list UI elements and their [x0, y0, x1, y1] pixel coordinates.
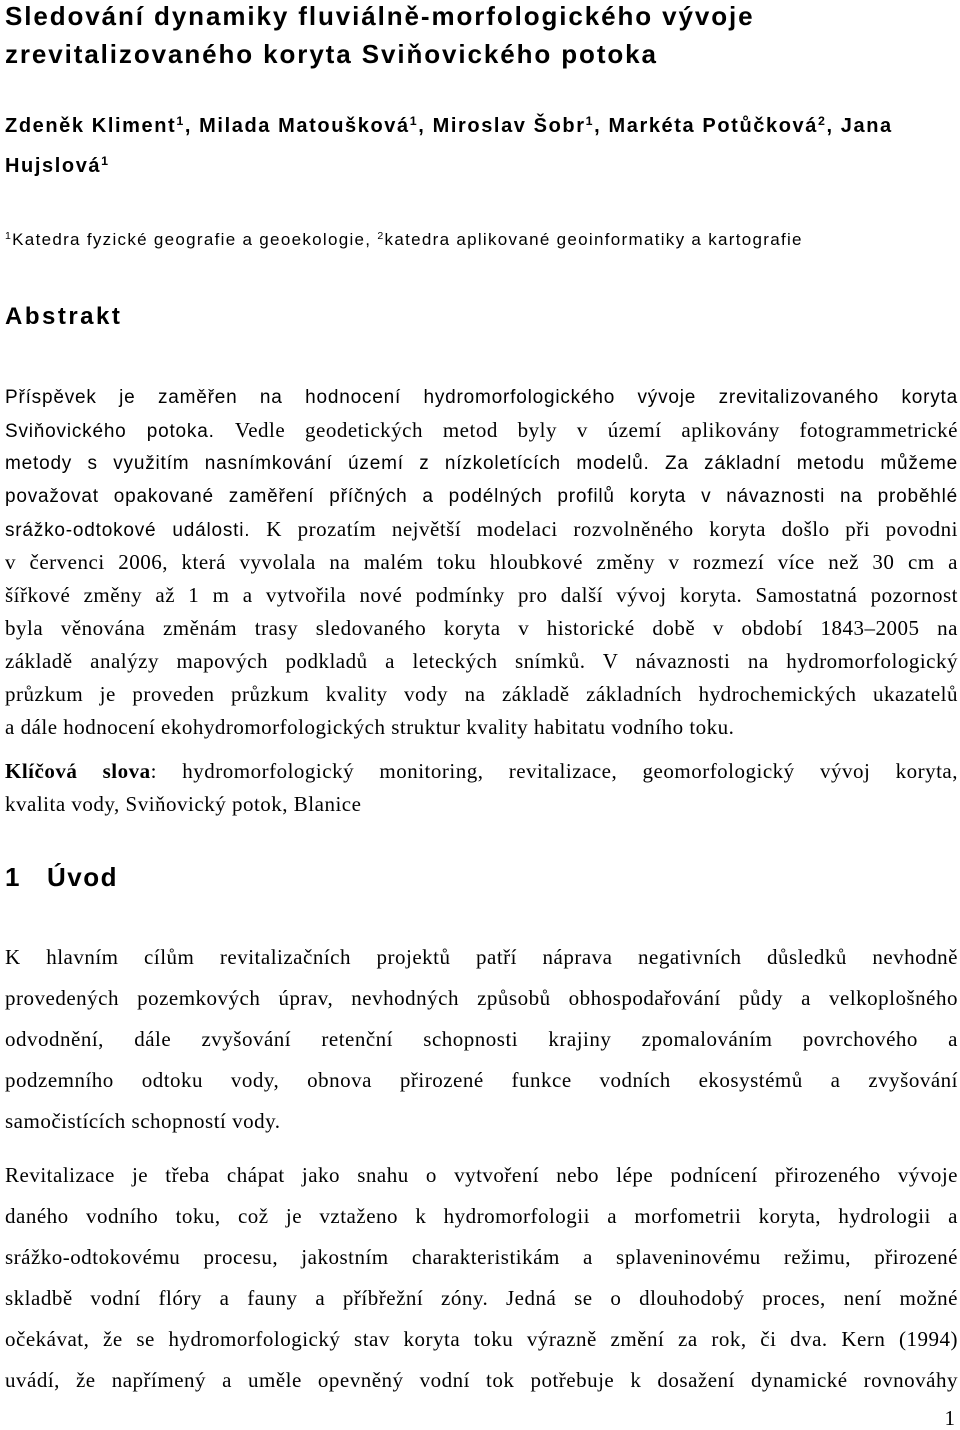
keywords-label: Klíčová slova — [5, 759, 151, 783]
abstract-text: základě analýzy mapových podkladů a leteckých snímků. V návaznosti na hydromorfologický — [5, 649, 958, 673]
section-heading — [5, 858, 958, 896]
author-name: Milada Matoušková — [199, 115, 410, 137]
author-separator: , — [418, 115, 433, 137]
body-paragraph — [5, 937, 958, 1142]
affiliation-marker: 1 — [101, 154, 110, 169]
paragraph-line: Revitalizace je třeba chápat jako snahu o vytvoření nebo lépe podnícení přirozeného vývoje — [5, 1163, 958, 1187]
abstract-line — [5, 579, 958, 612]
author-separator: , — [184, 115, 200, 137]
page-number: 1 — [944, 1406, 955, 1430]
affiliation-marker: 1 — [409, 114, 419, 129]
affiliation-marker: 1 — [5, 230, 13, 243]
abstract-text: považovat opakované zaměření příčných a podélných profilů koryta v návaznosti na proběhlé — [5, 486, 958, 507]
section-number: 1 — [5, 862, 21, 892]
abstract-heading: Abstrakt — [5, 303, 123, 330]
abstract-line — [5, 546, 958, 579]
abstract-line — [5, 645, 958, 678]
affiliation-text: katedra aplikované geoinformatiky a kartografie — [384, 230, 803, 249]
abstract-line — [5, 711, 958, 744]
affiliation-marker: 2 — [817, 114, 827, 129]
abstract-text: v červenci 2006, která vyvolala na malém toku hloubkové změny v rozmezí více než 30 cm a — [5, 550, 958, 574]
section-title: Úvod — [46, 862, 118, 892]
abstract-text: šířkové změny až 1 m a vytvořila nové podmínky pro další vývoj koryta. Samostatná pozornost — [5, 583, 958, 607]
author-name: Miroslav Šobr — [432, 115, 586, 137]
author-given-name: Jana — [840, 115, 893, 137]
abstract-line — [5, 381, 958, 414]
paper-title — [5, 0, 958, 73]
abstract-line — [5, 447, 958, 480]
author-name: Markéta Potůčková — [608, 115, 818, 137]
keywords — [5, 755, 958, 821]
paragraph-line: daného vodního toku, což je vztaženo k hydromorfologii a morfometrii koryta, hydrologii a — [5, 1204, 958, 1228]
paragraph-line: skladbě vodní flóry a fauny a příbřežní zóny. Jedná se o dlouhodobý proces, není možné — [5, 1286, 958, 1310]
abstract-body — [5, 381, 958, 744]
author-separator: , — [594, 115, 609, 137]
abstract-text: byla věnována změnám trasy sledovaného koryta v historické době v období 1843–2005 na — [5, 616, 958, 640]
paragraph-line: K hlavním cílům revitalizačních projektů patří náprava negativních důsledků nevhodně — [5, 945, 958, 969]
abstract-line — [5, 414, 958, 447]
author-line — [5, 106, 958, 146]
paragraph-line: provedených pozemkových úprav, nevhodných způsobů obhospodařování půdy a velkoplošného — [5, 986, 958, 1010]
abstract-text: srážko-odtokové události. — [5, 520, 267, 541]
abstract-text: metody s využitím nasnímkování území z nízkoletících modelů. Za základní metodu můžeme — [5, 453, 958, 474]
affiliation-text: Katedra fyzické geografie a geoekologie, — [12, 230, 378, 249]
title-line: Sledování dynamiky fluviálně-morfologického vývoje — [5, 1, 755, 31]
abstract-text: Sviňovického potoka. — [5, 421, 235, 442]
paragraph-line: očekávat, že se hydromorfologický stav koryta toku výrazně změní za rok, či dva. Kern (1994) — [5, 1327, 958, 1351]
author-separator: , — [826, 115, 841, 137]
keywords-text: kvalita vody, Sviňovický potok, Blanice — [5, 792, 362, 816]
keywords-text: : hydromorfologický monitoring, revitalizace, geomorfologický vývoj koryta, — [150, 759, 958, 783]
abstract-line — [5, 480, 958, 513]
affiliation-marker: 1 — [176, 114, 185, 129]
abstract-text: průzkum je proveden průzkum kvality vody na základě základních hydrochemických ukazatelů — [5, 682, 958, 706]
author-name: Zdeněk Kliment — [5, 115, 177, 137]
paragraph-line: podzemního odtoku vody, obnova přirozené funkce vodních ekosystémů a zvyšování — [5, 1068, 958, 1092]
keywords-line — [5, 755, 958, 788]
abstract-text: a dále hodnocení ekohydromorfologických struktur kvality habitatu vodního toku. — [5, 715, 735, 739]
paragraph-line: samočistících schopností vody. — [5, 1109, 281, 1133]
abstract-text: K prozatím největší modelaci rozvolněného koryta došlo při povodni — [266, 517, 958, 541]
abstract-line — [5, 612, 958, 645]
affiliation-marker: 2 — [377, 230, 385, 243]
affiliations — [5, 228, 958, 252]
paragraph-line: odvodnění, dále zvyšování retenční schopnosti krajiny zpomalováním povrchového a — [5, 1027, 958, 1051]
paragraph-line: srážko-odtokovému procesu, jakostním charakteristikám a splaveninovému režimu, přirozené — [5, 1245, 958, 1269]
title-line: zrevitalizovaného koryta Sviňovického potoka — [5, 39, 658, 69]
abstract-text: Příspěvek je zaměřen na hodnocení hydromorfologického vývoje zrevitalizovaného koryta — [5, 387, 958, 408]
author-line — [5, 146, 958, 186]
abstract-line — [5, 513, 958, 546]
affiliation-marker: 1 — [585, 114, 595, 129]
abstract-text: Vedle geodetických metod byly v území aplikovány fotogrammetrické — [234, 418, 958, 442]
body-paragraph — [5, 1155, 958, 1401]
author-list — [5, 106, 958, 186]
author-family-name: Hujslová — [5, 155, 102, 177]
paragraph-line: uvádí, že napřímený a uměle opevněný vodní tok potřebuje k dosažení dynamické rovnováhy — [5, 1368, 958, 1392]
keywords-line — [5, 788, 958, 821]
abstract-line — [5, 678, 958, 711]
